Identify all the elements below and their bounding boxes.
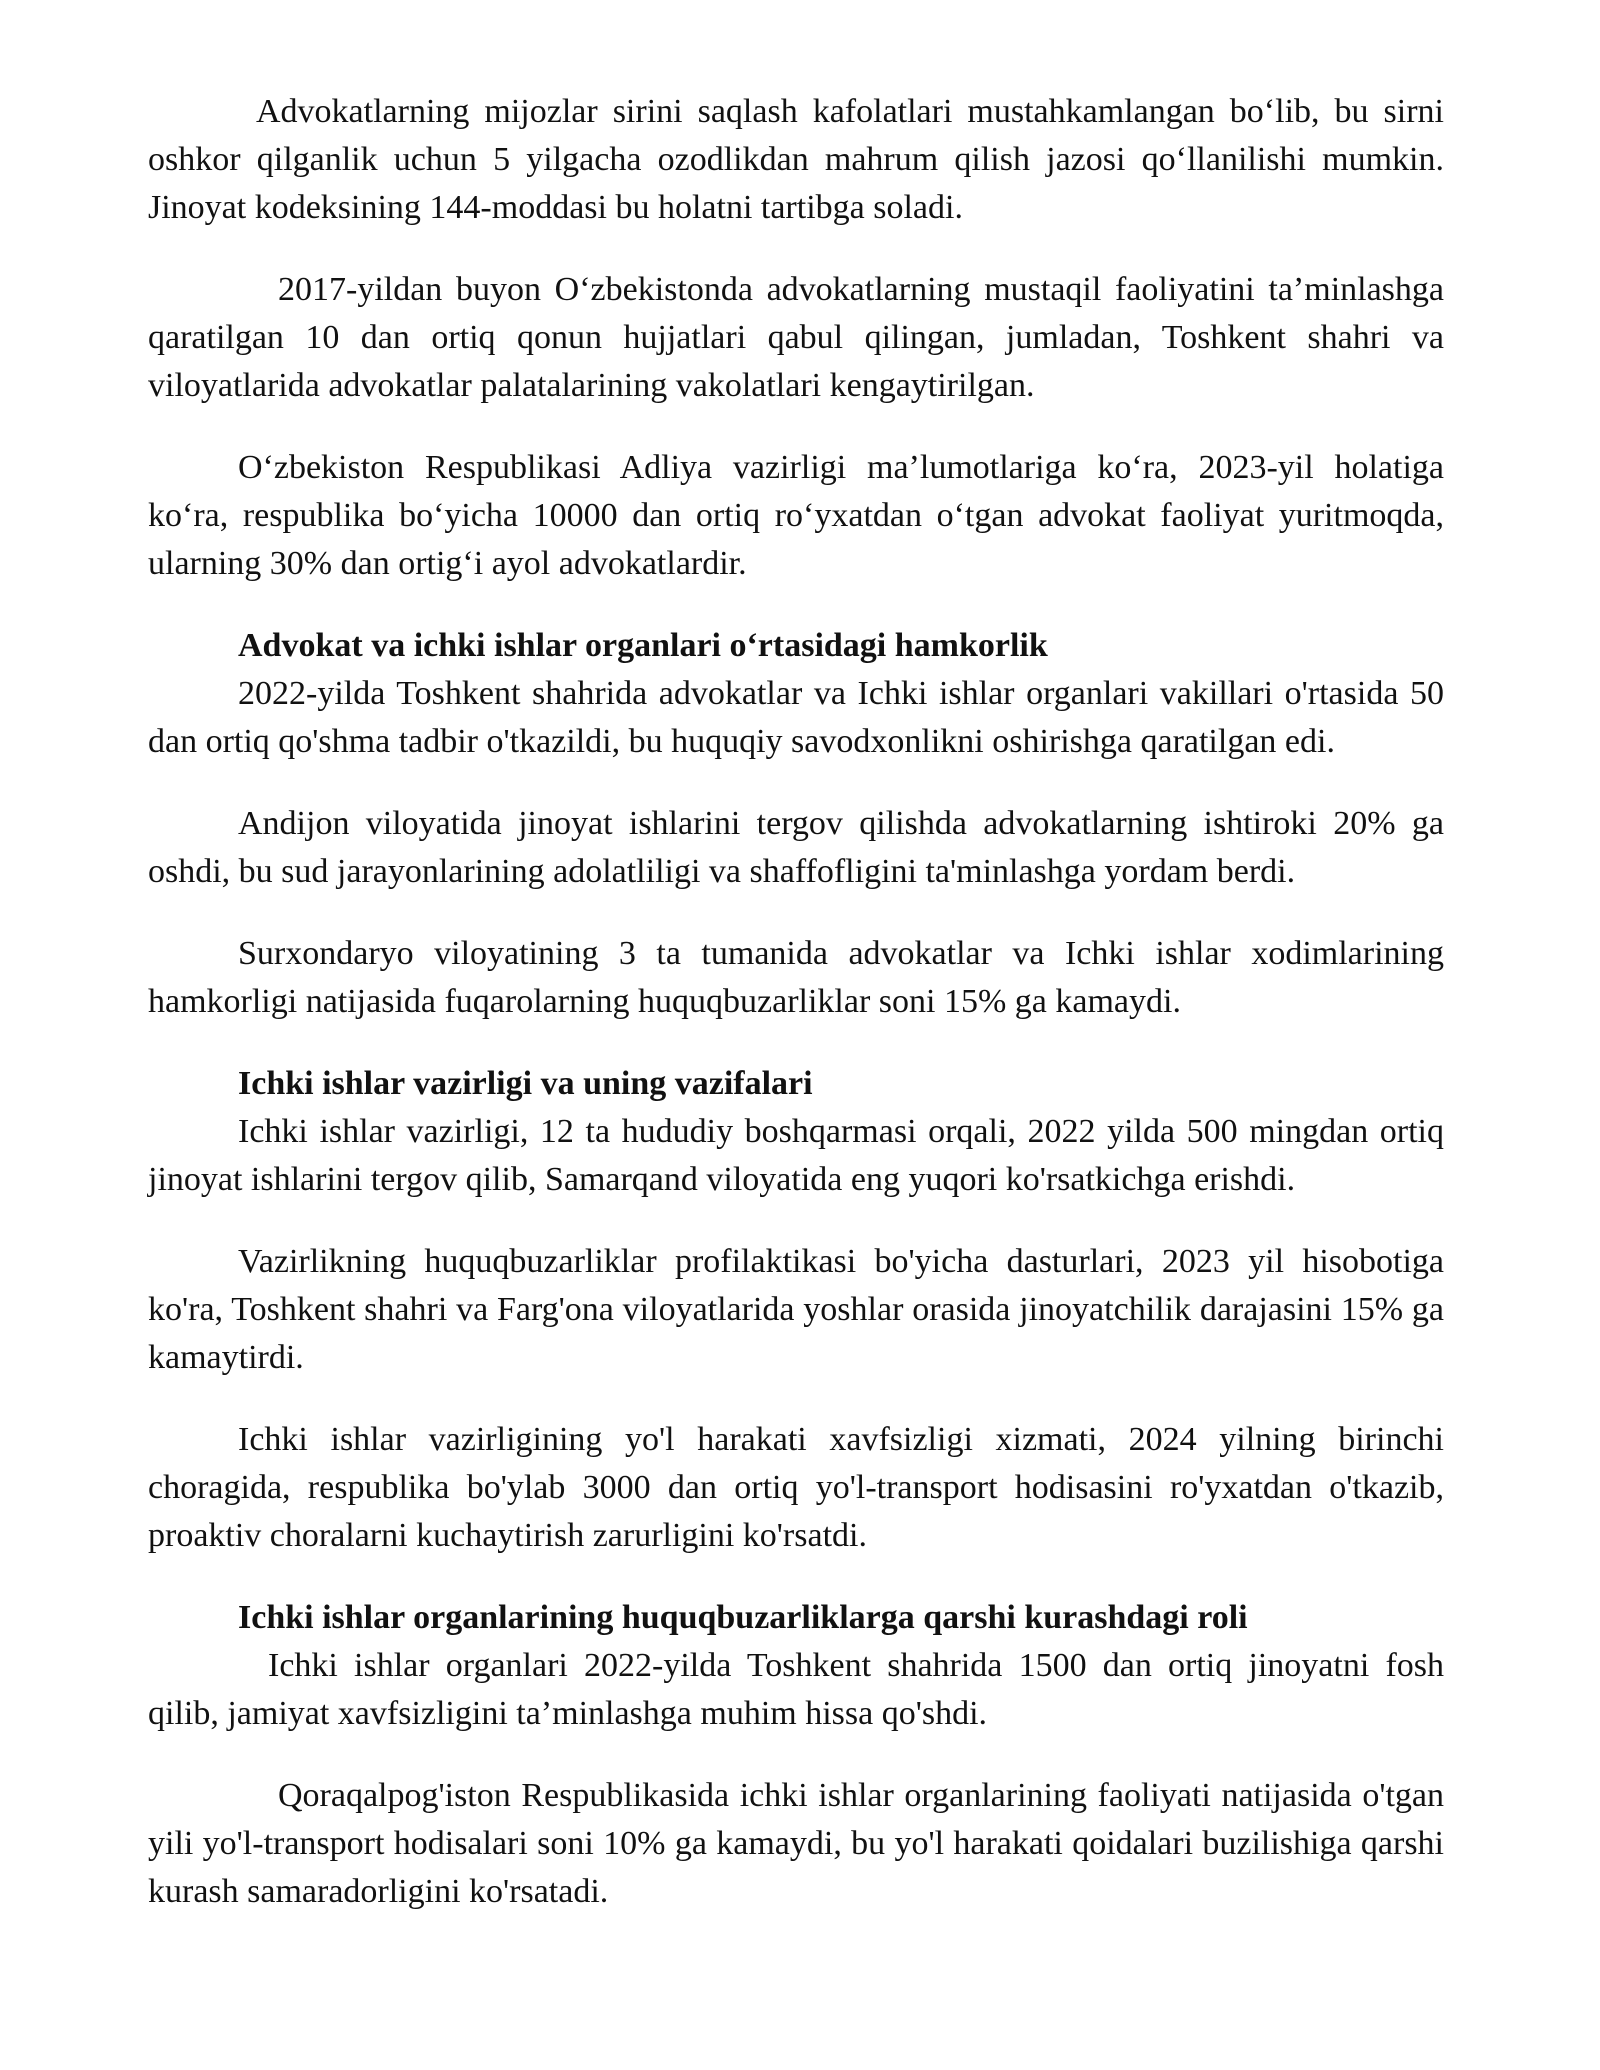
paragraph-ministry-regional-offices: Ichki ishlar vazirligi, 12 ta hududiy boshqarmasi orqali, 2022 yilda 500 mingdan ortiq jinoyat ishlarini tergov qilib, Samarqand viloyatida eng yuqori ko'rsatkichga erishdi. xyxy=(148,1113,1444,1198)
paragraph-legal-acts-since-2017: 2017-yildan buyon O‘zbekistonda advokatlarning mustaqil faoliyatini ta’minlashga qaratilgan 10 dan ortiq qonun hujjatlari qabul qilingan, jumladan, Toshkent shahri va viloyatlarida advokatlar palatalarining vakolatlari kengaytirilgan. xyxy=(148,271,1444,404)
paragraph-andijan-participation: Andijon viloyatida jinoyat ishlarini tergov qilishda advokatlarning ishtiroki 20% ga oshdi, bu sud jarayonlarining adolatliligi va shaffofligini ta'minlashga yordam berdi. xyxy=(148,805,1444,890)
paragraph-road-safety-service: Ichki ishlar vazirligining yo'l harakati xavfsizligi xizmati, 2024 yilning birinchi choragida, respublika bo'ylab 3000 dan ortiq yo'l-transport hodisasini ro'yxatdan o'tkazib, proaktiv choralarni kuchaytirish zarurligini ko'rsatdi. xyxy=(148,1421,1444,1554)
section-heading-cooperation: Advokat va ichki ishlar organlari o‘rtasidagi hamkorlik xyxy=(238,627,1048,664)
document-page xyxy=(148,88,1444,1916)
paragraph-tashkent-joint-events: 2022-yilda Toshkent shahrida advokatlar va Ichki ishlar organlari vakillari o'rtasida 50 dan ortiq qo'shma tadbir o'tkazildi, bu huquqiy savodxonlikni oshirishga qaratilgan edi. xyxy=(148,675,1444,760)
paragraph-karakalpakstan-accidents: Qoraqalpog'iston Respublikasida ichki ishlar organlarining faoliyati natijasida o'tgan yili yo'l-transport hodisalari soni 10% ga kamaydi, bu yo'l harakati qoidalari buzilishiga qarshi kurash samaradorligini ko'rsatadi. xyxy=(148,1777,1444,1910)
paragraph-prevention-programs: Vazirlikning huquqbuzarliklar profilaktikasi bo'yicha dasturlari, 2023 yil hisobotiga ko'ra, Toshkent shahri va Farg'ona viloyatlarida yoshlar orasida jinoyatchilik darajasini 15% ga kamaytirdi. xyxy=(148,1243,1444,1376)
paragraph-justice-ministry-statistics: O‘zbekiston Respublikasi Adliya vazirligi ma’lumotlariga ko‘ra, 2023-yil holatiga ko‘ra, respublika bo‘yicha 10000 dan ortiq ro‘yxatdan o‘tgan advokat faoliyat yuritmoqda, ularning 30% dan ortig‘i ayol advokatlardir. xyxy=(148,449,1444,582)
paragraph-lawyer-confidentiality: Advokatlarning mijozlar sirini saqlash kafolatlari mustahkamlangan bo‘lib, bu sirni oshkor qilganlik uchun 5 yilgacha ozodlikdan mahrum qilish jazosi qo‘llanilishi mumkin. Jinoyat kodeksining 144-moddasi bu holatni tartibga soladi. xyxy=(148,93,1444,226)
section-heading-role-against-offenses: Ichki ishlar organlarining huquqbuzarliklarga qarshi kurashdagi roli xyxy=(238,1599,1248,1636)
paragraph-surkhandarya-cooperation: Surxondaryo viloyatining 3 ta tumanida advokatlar va Ichki ishlar xodimlarining hamkorligi natijasida fuqarolarning huquqbuzarliklar soni 15% ga kamaydi. xyxy=(148,935,1444,1020)
section-heading-ministry-tasks: Ichki ishlar vazirligi va uning vazifalari xyxy=(238,1065,813,1102)
paragraph-tashkent-crimes-solved: Ichki ishlar organlari 2022-yilda Toshkent shahrida 1500 dan ortiq jinoyatni fosh qilib, jamiyat xavfsizligini ta’minlashga muhim hissa qo'shdi. xyxy=(148,1647,1444,1732)
